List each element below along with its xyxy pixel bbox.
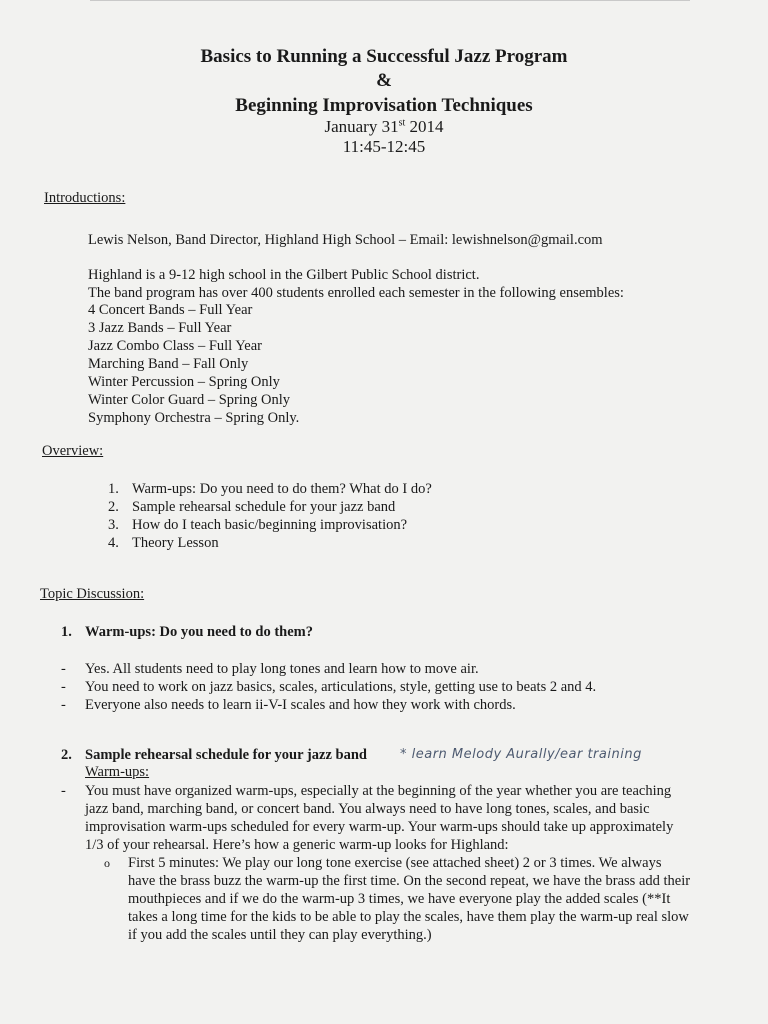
section-1-bullets [61, 660, 596, 714]
paragraph-line: jazz band, marching band, or concert band. You always need to have long tones, scales, and basic [85, 801, 650, 817]
ensemble-item: 3 Jazz Bands – Full Year [88, 320, 232, 336]
topic-discussion-heading: Topic Discussion: [40, 586, 145, 602]
ensemble-item: Jazz Combo Class – Full Year [88, 338, 262, 354]
overview-item: 4. Theory Lesson [108, 535, 219, 551]
paragraph-line: if you add the scales until they can play everything.) [128, 927, 432, 943]
section-2-bullet: - You must have organized warm-ups, especially at the beginning of the year whether you are teaching jazz band, marching band, or concert band. You always need to have long tones, scales, and basic improvisation warm-ups scheduled for every warm-up. Your warm-ups should take up approximately 1/3 of your rehearsal. Here’s how a generic warm-up looks for Highland: [61, 783, 674, 853]
ensemble-item: Winter Color Guard – Spring Only [88, 392, 290, 408]
program-description: The band program has over 400 students enrolled each semester in the following ensembles: [88, 285, 624, 301]
paragraph-line: You must have organized warm-ups, especially at the beginning of the year whether you are teaching [85, 783, 672, 799]
overview-item: 1. Warm-ups: Do you need to do them? What do I do? [108, 481, 432, 497]
warm-ups-subheading: Warm-ups: [85, 764, 150, 780]
section-2-sub-bullet [104, 854, 690, 944]
introductions-heading: Introductions: [44, 190, 126, 206]
ensemble-item: 4 Concert Bands – Full Year [88, 302, 253, 318]
paragraph-line: have the brass buzz the warm-up the first time. On the second repeat, we have the brass add their [128, 873, 691, 889]
overview-item: 3. How do I teach basic/beginning improvisation? [108, 517, 408, 533]
section-1-heading: 1. Warm-ups: Do you need to do them? [61, 624, 313, 640]
paragraph-line: takes a long time for the kids to be able to play the scales, have them play the warm-up real slow [128, 909, 689, 925]
ensemble-item: Symphony Orchestra – Spring Only. [88, 410, 300, 426]
event-date: January 31st 2014 [324, 117, 444, 136]
presenter-line: Lewis Nelson, Band Director, Highland High School – Email: lewishnelson@gmail.com [88, 232, 603, 248]
overview-item: 2. Sample rehearsal schedule for your jazz band [108, 499, 396, 515]
paragraph-line: mouthpieces and if we do the warm-up 3 times, we have everyone play the added scales (**It [128, 891, 671, 907]
document-title-line-1: Basics to Running a Successful Jazz Program [200, 46, 568, 67]
section-2-heading: 2. Sample rehearsal schedule for your jazz band [61, 747, 367, 763]
paragraph-line: improvisation warm-ups scheduled for every warm-up. Your warm-ups should take up approximately [85, 819, 674, 835]
overview-heading: Overview: [42, 443, 104, 459]
paragraph-line: First 5 minutes: We play our long tone exercise (see attached sheet) 2 or 3 times. We always [128, 855, 662, 871]
scan-edge-line [90, 0, 690, 1]
hollow-bullet-icon: o [104, 856, 110, 870]
school-description: Highland is a 9-12 high school in the Gilbert Public School district. [88, 267, 480, 283]
handwritten-note: * learn Melody Aurally/ear training [400, 747, 642, 762]
bullet-item: - Everyone also needs to learn ii-V-I scales and how they work with chords. [61, 697, 516, 713]
bullet-item: - Yes. All students need to play long tones and learn how to move air. [61, 661, 479, 677]
overview-list [108, 481, 432, 553]
ensemble-item: Marching Band – Fall Only [88, 356, 249, 372]
event-time: 11:45-12:45 [342, 137, 426, 156]
title-ampersand: & [376, 70, 392, 91]
document-title-line-2: Beginning Improvisation Techniques [235, 95, 533, 116]
ensemble-item: Winter Percussion – Spring Only [88, 374, 280, 390]
paragraph-line: 1/3 of your rehearsal. Here’s how a generic warm-up looks for Highland: [85, 837, 509, 853]
bullet-item: - You need to work on jazz basics, scales, articulations, style, getting use to beats 2 and 4. [61, 679, 597, 695]
ensemble-list [88, 301, 299, 427]
